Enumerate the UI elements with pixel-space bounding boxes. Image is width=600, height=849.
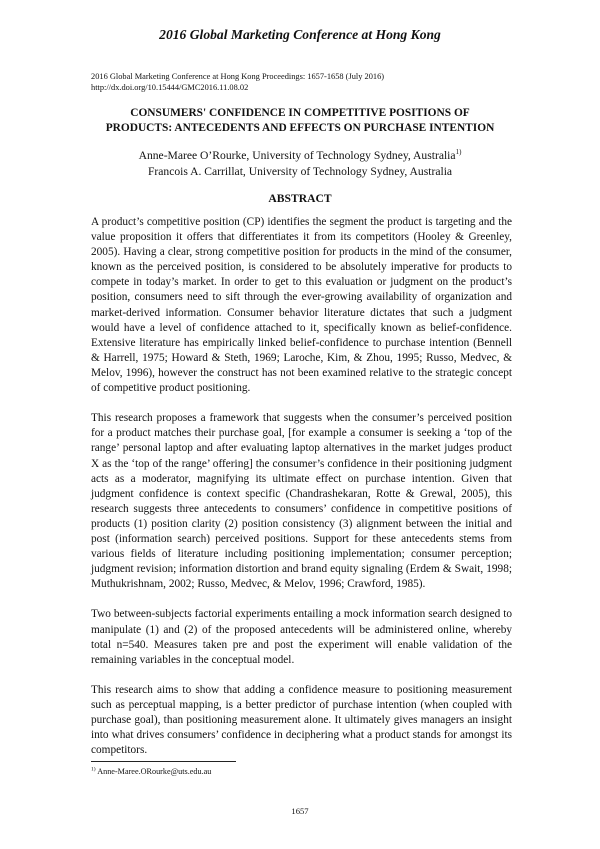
footnote-divider	[91, 761, 236, 762]
author-1	[70, 148, 530, 164]
title-line-1: CONSUMERS' CONFIDENCE IN COMPETITIVE POSITIONS OF	[130, 107, 470, 119]
footnote	[91, 767, 211, 776]
abstract-paragraph-2: This research proposes a framework that suggests when the consumer’s perceived position for a product matches their purchase goal, [for example a consumer is seeking a ‘top of the range’ personal laptop and after evaluating laptop alternatives in the market judges product X as the ‘top of the range’ offering] the consumer’s confidence in their positioning judgment acts as a moderator, magnifying its ultimate effect on purchase intention. Given that judgment confidence is context specific (Chandrashekaran, Rotte & Grewal, 2005), this research suggests three antecedents to consumers’ confidence in competitive positions of products (1) position clarity (2) position consistency (3) alignment between the initial and post (information search) perceived positions. Support for these antecedents stems from various fields of literature including positioning implementation; consumer perception; judgment revision; information distortion and brand equity signaling (Erdem & Swait, 1998; Muthukrishnam, 2002; Russo, Medvec, & Melov, 1996; Crawford, 1985).	[91, 412, 512, 591]
author-2: Francois A. Carrillat, University of Technology Sydney, Australia	[147, 164, 453, 178]
abstract-paragraph-4: This research aims to show that adding a confidence measure to positioning measurement such as perceptual mapping, is a better predictor of purchase intention (when coupled with purchase goal), than positioning measurement alone. It ultimately gives managers an insight into what drives consumers’ confidence in deciphering what a product stands for amongst its competitors.	[91, 683, 512, 757]
abstract-body	[91, 215, 512, 773]
author-list	[70, 148, 530, 179]
page-number: 1657	[291, 806, 309, 816]
footnote-email[interactable]: Anne-Maree.ORourke@uts.edu.au	[97, 767, 212, 776]
proceedings-citation: 2016 Global Marketing Conference at Hong Kong Proceedings: 1657-1658 (July 2016)	[91, 72, 385, 81]
title-line-2: PRODUCTS: ANTECEDENTS AND EFFECTS ON PURCHASE INTENTION	[105, 121, 495, 134]
running-header: 2016 Global Marketing Conference at Hong Kong	[159, 27, 441, 42]
proceedings-meta	[91, 71, 531, 93]
author-1-text: Anne-Maree O’Rourke, University of Technology Sydney, Australia	[138, 149, 456, 162]
abstract-paragraph-1: A product’s competitive position (CP) identifies the segment the product is targeting and the value proposition it offers that differentiates it from its competitors (Hooley & Greenley, 2005). Having a clear, strong competitive position for products in the mind of the consumer, known as the perceived position, is considered to be absolutely imperative for products to compete in today’s market. In order to get to this evaluation or judgment on the product’s position, consumers need to sift through the ever-growing availability of organization and market-derived information. Consumer behavior literature dictates that such a judgment would have a level of confidence attached to it, specifically known as belief-confidence. Extensive literature has empirically linked belief-confidence to purchase intention (Bennell & Harrell, 1975; Howard & Steth, 1969; Laroche, Kim, & Zhou, 1995; Russo, Medvec, & Melov, 1996), however the construct has not been examined relative to the strategic concept of competitive product positioning.	[91, 216, 512, 395]
doi-link[interactable]: http://dx.doi.org/10.15444/GMC2016.11.08.02	[91, 83, 249, 92]
paper-title	[70, 106, 530, 135]
author-1-footnote-mark: 1)	[455, 148, 462, 157]
footnote-mark: 1)	[91, 766, 96, 773]
abstract-paragraph-3: Two between-subjects factorial experiments entailing a mock information search designed to manipulate (1) and (2) of the proposed antecedents will be administered online, whereby total n=540. Measures taken pre and post the experiment will enable validation of the remaining variables in the conceptual model.	[91, 608, 512, 666]
abstract-heading: ABSTRACT	[268, 192, 332, 205]
